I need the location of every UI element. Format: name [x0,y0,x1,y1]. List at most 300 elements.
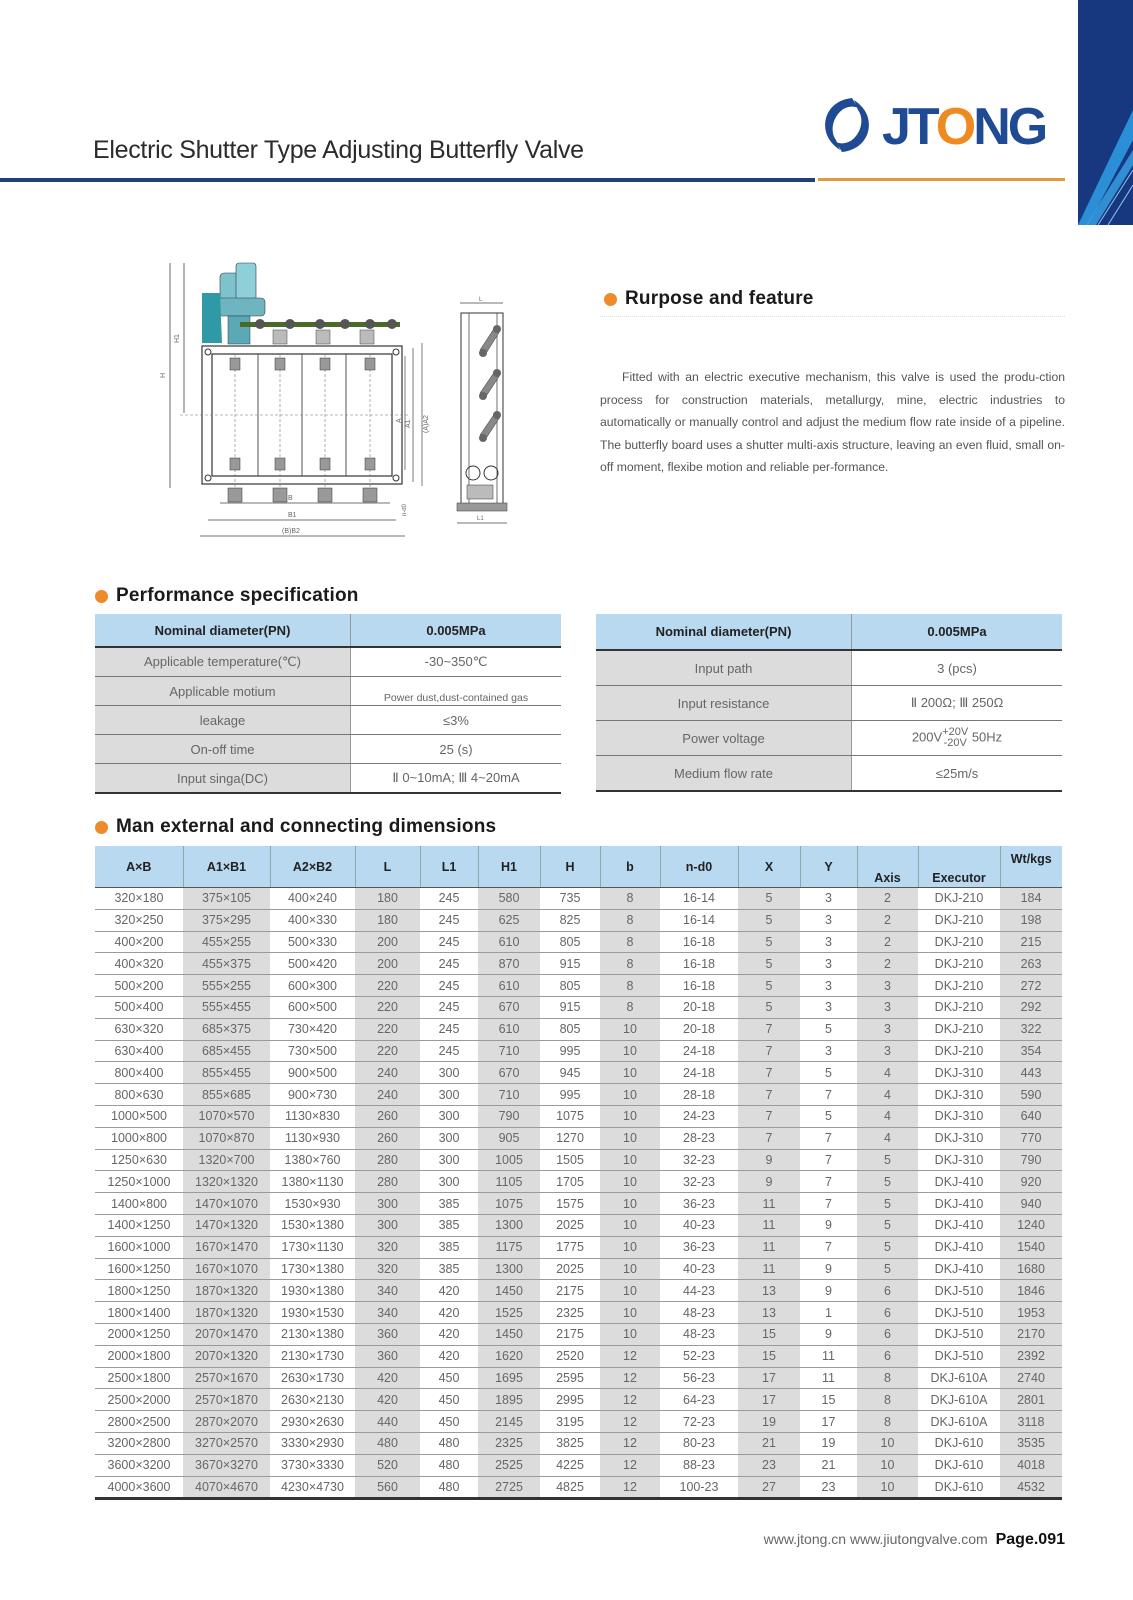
table-cell: 27 [738,1476,800,1499]
table-cell: 1870×1320 [183,1280,270,1302]
svg-text:B1: B1 [288,512,297,519]
table-cell: 240 [355,1062,420,1084]
table-cell: 17 [738,1367,800,1389]
table-cell: 1380×1130 [270,1171,355,1193]
performance-table-left [95,614,561,794]
table-row: Power voltage 200V +20V -20V 50Hz [596,721,1062,756]
table-cell: 3 [857,996,918,1018]
table-cell: 1670×1070 [183,1258,270,1280]
table-cell: 12 [600,1389,660,1411]
table-cell: DKJ-510 [918,1345,1000,1367]
table-cell: 1240 [1000,1214,1062,1236]
table-cell: 385 [420,1236,478,1258]
table-cell: 2725 [478,1476,540,1499]
table-cell: 220 [355,1018,420,1040]
svg-text:(B)B2: (B)B2 [282,528,300,535]
table-cell: 6 [857,1280,918,1302]
table-cell: 400×330 [270,909,355,931]
table-cell: 1000×500 [95,1105,183,1127]
table-cell: 3200×2800 [95,1432,183,1454]
table-cell: 1680 [1000,1258,1062,1280]
col-header: A1×B1 [183,846,270,888]
table-cell: 420 [355,1367,420,1389]
header-rule-orange [818,178,1065,181]
page-number: Page.091 [995,1531,1065,1548]
table-cell: DKJ-510 [918,1280,1000,1302]
table-cell: 1930×1530 [270,1302,355,1324]
col-header: Executor [918,846,1000,888]
table-cell: 72-23 [660,1411,738,1433]
table-cell: 10 [600,1171,660,1193]
table-cell: 180 [355,909,420,931]
table-cell: 455×375 [183,953,270,975]
table-cell: 13 [738,1302,800,1324]
table-row [95,996,1062,1018]
table-cell: 3670×3270 [183,1454,270,1476]
table-cell: 8 [600,909,660,931]
table-cell: 710 [478,1040,540,1062]
table-cell: 5 [857,1236,918,1258]
table-cell: 10 [857,1476,918,1499]
table-cell: 5 [738,909,800,931]
table-cell: 15 [800,1389,857,1411]
table-cell: 48-23 [660,1302,738,1324]
table-cell: 16-14 [660,909,738,931]
table-cell: 825 [540,909,600,931]
table-cell: 600×500 [270,996,355,1018]
table-cell: 300 [420,1127,478,1149]
table-cell: 5 [857,1149,918,1171]
table-cell: 88-23 [660,1454,738,1476]
table-cell: 245 [420,975,478,997]
table-cell: 9 [800,1214,857,1236]
col-header: b [600,846,660,888]
table-cell: 360 [355,1345,420,1367]
table-cell: 5 [738,996,800,1018]
table-cell: 4000×3600 [95,1476,183,1499]
table-cell: 1450 [478,1280,540,1302]
brand-wordmark: JTONG [882,98,1046,156]
table-cell: 500×420 [270,953,355,975]
table-cell: 5 [738,953,800,975]
table-row: Input resistance Ⅱ 200Ω; Ⅲ 250Ω [596,686,1062,721]
table-cell: DKJ-610A [918,1389,1000,1411]
table-cell: 3600×3200 [95,1454,183,1476]
svg-text:A: A [396,418,403,423]
table-cell: 1953 [1000,1302,1062,1324]
table-cell: 800×400 [95,1062,183,1084]
col-header: Axis [857,846,918,888]
table-header-row [95,846,1062,888]
table-cell: 20-18 [660,996,738,1018]
table-cell: DKJ-210 [918,953,1000,975]
table-row [95,1062,1062,1084]
table-cell: 6 [857,1345,918,1367]
table-cell: DKJ-610A [918,1367,1000,1389]
table-cell: 945 [540,1062,600,1084]
table-cell: 245 [420,909,478,931]
table-cell: 710 [478,1084,540,1106]
table-cell: 300 [355,1214,420,1236]
table-cell: 440 [355,1411,420,1433]
table-cell: 385 [420,1258,478,1280]
table-cell: 2170 [1000,1323,1062,1345]
table-cell: 800×630 [95,1084,183,1106]
table-cell: 3330×2930 [270,1432,355,1454]
table-cell: 10 [600,1302,660,1324]
table-cell: 245 [420,996,478,1018]
svg-text:A1: A1 [405,419,412,428]
table-cell: 260 [355,1105,420,1127]
table-cell: 1730×1130 [270,1236,355,1258]
table-cell: 915 [540,953,600,975]
table-cell: DKJ-210 [918,888,1000,910]
table-cell: 44-23 [660,1280,738,1302]
table-cell: 1130×930 [270,1127,355,1149]
table-cell: 1600×1250 [95,1258,183,1280]
table-cell: 3 [800,953,857,975]
table-cell: 17 [738,1389,800,1411]
table-cell: 2520 [540,1345,600,1367]
table-cell: 7 [738,1084,800,1106]
table-cell: 7 [738,1062,800,1084]
table-cell: 240 [355,1084,420,1106]
table-cell: 20-18 [660,1018,738,1040]
table-cell: 1400×800 [95,1193,183,1215]
table-cell: 400×320 [95,953,183,975]
table-cell: 340 [355,1280,420,1302]
table-cell: 8 [600,888,660,910]
table-cell: 8 [857,1367,918,1389]
table-cell: 10 [600,1062,660,1084]
dimensions-heading: Man external and connecting dimensions [95,816,496,838]
table-row [95,975,1062,997]
page-title: Electric Shutter Type Adjusting Butterfly Valve [93,136,584,164]
side-view-drawing [455,295,515,535]
table-cell: 11 [738,1193,800,1215]
table-cell: 4070×4670 [183,1476,270,1499]
table-cell: 245 [420,1018,478,1040]
table-cell: 625 [478,909,540,931]
table-cell: 9 [800,1258,857,1280]
table-cell: 500×400 [95,996,183,1018]
table-cell: 1600×1000 [95,1236,183,1258]
table-cell: 4825 [540,1476,600,1499]
table-cell: DKJ-410 [918,1258,1000,1280]
table-cell: 300 [420,1105,478,1127]
power-voltage-value: 200V +20V -20V 50Hz [852,721,1063,756]
table-cell: 12 [600,1454,660,1476]
table-cell: 300 [420,1149,478,1171]
table-cell: 24-18 [660,1040,738,1062]
table-cell: 2000×1250 [95,1323,183,1345]
table-cell: 52-23 [660,1345,738,1367]
table-cell: 2630×1730 [270,1367,355,1389]
table-row: Applicable temperature(℃) -30~350℃ [95,647,561,677]
table-cell: 9 [738,1149,800,1171]
table-cell: 630×320 [95,1018,183,1040]
bullet-icon [95,590,108,603]
table-cell: 48-23 [660,1323,738,1345]
table-cell: 24-18 [660,1062,738,1084]
table-cell: 322 [1000,1018,1062,1040]
table-cell: 10 [600,1084,660,1106]
table-cell: 455×255 [183,931,270,953]
table-row [95,1345,1062,1367]
table-cell: 10 [600,1149,660,1171]
col-header: Wt/kgs [1000,846,1062,888]
svg-text:n-d0: n-d0 [402,503,408,516]
table-cell: 5 [800,1018,857,1040]
table-cell: 19 [738,1411,800,1433]
table-cell: 450 [420,1367,478,1389]
table-row [95,1171,1062,1193]
table-cell: 2 [857,888,918,910]
table-cell: 730×500 [270,1040,355,1062]
table-cell: 10 [600,1018,660,1040]
table-cell: 1005 [478,1149,540,1171]
table-cell: 600×300 [270,975,355,997]
table-cell: DKJ-310 [918,1149,1000,1171]
col-header: n-d0 [660,846,738,888]
table-cell: 16-18 [660,975,738,997]
table-cell: 3 [800,909,857,931]
table-cell: 10 [600,1040,660,1062]
table-cell: 272 [1000,975,1062,997]
table-cell: 2930×2630 [270,1411,355,1433]
table-cell: 200 [355,953,420,975]
table-cell: 7 [800,1149,857,1171]
table-cell: 2630×2130 [270,1389,355,1411]
col-header: A2×B2 [270,846,355,888]
table-cell: 28-23 [660,1127,738,1149]
table-cell: 40-23 [660,1258,738,1280]
table-cell: 198 [1000,909,1062,931]
table-row [95,1236,1062,1258]
table-cell: 3 [857,1018,918,1040]
table-cell: DKJ-410 [918,1193,1000,1215]
table-row [95,1105,1062,1127]
table-cell: 28-18 [660,1084,738,1106]
table-cell: 4 [857,1105,918,1127]
table-cell: 560 [355,1476,420,1499]
table-cell: 1846 [1000,1280,1062,1302]
table-cell: 2570×1670 [183,1367,270,1389]
table-cell: 1320×1320 [183,1171,270,1193]
front-view-drawing [160,258,430,563]
table-cell: 5 [738,931,800,953]
table-cell: 280 [355,1171,420,1193]
performance-table-right [596,614,1062,792]
table-cell: 23 [800,1476,857,1499]
table-cell: 245 [420,931,478,953]
table-cell: 220 [355,1040,420,1062]
table-cell: 354 [1000,1040,1062,1062]
table-cell: 7 [800,1236,857,1258]
table-cell: 480 [420,1454,478,1476]
table-cell: 1075 [478,1193,540,1215]
table-cell: 1105 [478,1171,540,1193]
table-cell: 16-14 [660,888,738,910]
table-cell: 56-23 [660,1367,738,1389]
table-cell: 450 [420,1411,478,1433]
col-header: A×B [95,846,183,888]
table-row: Medium flow rate ≤25m/s [596,756,1062,792]
table-cell: 610 [478,1018,540,1040]
table-cell: 2025 [540,1214,600,1236]
table-cell: 23 [738,1454,800,1476]
table-cell: 920 [1000,1171,1062,1193]
table-row [95,1389,1062,1411]
table-cell: 385 [420,1193,478,1215]
col-header: H [540,846,600,888]
table-cell: 11 [738,1236,800,1258]
table-cell: 3 [800,975,857,997]
table-cell: 2 [857,953,918,975]
table-cell: 1380×760 [270,1149,355,1171]
table-cell: 320×180 [95,888,183,910]
table-cell: 6 [857,1302,918,1324]
table-cell: 2175 [540,1323,600,1345]
table-cell: 10 [600,1236,660,1258]
table-cell: 24-23 [660,1105,738,1127]
table-cell: 7 [738,1105,800,1127]
table-cell: 1470×1070 [183,1193,270,1215]
table-cell: 15 [738,1345,800,1367]
footer-links: www.jtong.cn www.jiutongvalve.com [763,1531,988,1547]
table-cell: 3 [800,931,857,953]
table-cell: 2175 [540,1280,600,1302]
table-cell: 11 [800,1345,857,1367]
table-cell: 10 [600,1193,660,1215]
table-cell: 10 [600,1105,660,1127]
table-cell: 1 [800,1302,857,1324]
table-cell: 12 [600,1476,660,1499]
table-cell: 1800×1400 [95,1302,183,1324]
table-cell: DKJ-410 [918,1214,1000,1236]
table-cell: 1800×1250 [95,1280,183,1302]
table-cell: 2325 [478,1432,540,1454]
table-cell: 4 [857,1062,918,1084]
table-cell: 7 [800,1127,857,1149]
table-row [95,1411,1062,1433]
table-cell: 5 [738,975,800,997]
table-cell: 10 [857,1432,918,1454]
table-cell: 1000×800 [95,1127,183,1149]
table-cell: 670 [478,1062,540,1084]
table-cell: 7 [738,1127,800,1149]
table-cell: 900×730 [270,1084,355,1106]
table-cell: 770 [1000,1127,1062,1149]
table-cell: 5 [857,1171,918,1193]
table-row [95,1127,1062,1149]
table-cell: 7 [800,1084,857,1106]
table-cell: 5 [857,1214,918,1236]
table-header-row: Nominal diameter(PN) 0.005MPa [596,614,1062,650]
table-cell: 16-18 [660,953,738,975]
table-cell: 555×455 [183,996,270,1018]
table-cell: 443 [1000,1062,1062,1084]
table-cell: DKJ-610A [918,1411,1000,1433]
table-cell: 1525 [478,1302,540,1324]
table-row [95,888,1062,910]
table-cell: 3118 [1000,1411,1062,1433]
table-row [95,1018,1062,1040]
table-row: On-off time 25 (s) [95,735,561,764]
table-cell: 2325 [540,1302,600,1324]
table-cell: 420 [355,1389,420,1411]
table-cell: 1130×830 [270,1105,355,1127]
performance-heading: Performance specification [95,585,359,607]
table-cell: 2500×2000 [95,1389,183,1411]
table-cell: 184 [1000,888,1062,910]
col-header: H1 [478,846,540,888]
table-cell: 1930×1380 [270,1280,355,1302]
table-cell: 320 [355,1236,420,1258]
bullet-icon [604,293,617,306]
corner-decoration [1078,0,1133,225]
table-cell: 245 [420,1040,478,1062]
table-cell: 1620 [478,1345,540,1367]
table-cell: DKJ-210 [918,909,1000,931]
purpose-text: Fitted with an electric executive mechanism, this valve is used the produ-ction process for construction materials, metallurgy, mine, electric industries to automatically or manually control and adjust the medium flow rate inside of a pipeline. The butterfly board uses a shutter multi-axis structure, leaving an even fluid, small on-off moment, flexibe motion and reliable per-formance. [600,370,1065,474]
table-cell: 40-23 [660,1214,738,1236]
table-cell: 7 [738,1018,800,1040]
table-cell: DKJ-410 [918,1236,1000,1258]
table-cell: 450 [420,1389,478,1411]
table-cell: 4532 [1000,1476,1062,1499]
table-row: leakage ≤3% [95,706,561,735]
dimensions-table [95,846,1062,1500]
table-cell: 1300 [478,1214,540,1236]
table-cell: DKJ-610 [918,1476,1000,1499]
table-cell: 1540 [1000,1236,1062,1258]
table-cell: 21 [738,1432,800,1454]
table-cell: 610 [478,975,540,997]
table-cell: 1505 [540,1149,600,1171]
table-cell: 340 [355,1302,420,1324]
table-cell: 900×500 [270,1062,355,1084]
table-cell: 8 [600,953,660,975]
table-cell: 19 [800,1432,857,1454]
table-cell: 4230×4730 [270,1476,355,1499]
table-cell: 610 [478,931,540,953]
table-cell: 10 [857,1454,918,1476]
col-header: X [738,846,800,888]
table-cell: 15 [738,1323,800,1345]
svg-text:L1: L1 [477,516,484,522]
table-row [95,1367,1062,1389]
table-row [95,1323,1062,1345]
table-row: Input path 3 (pcs) [596,650,1062,686]
table-cell: 64-23 [660,1389,738,1411]
table-cell: 940 [1000,1193,1062,1215]
table-cell: 805 [540,931,600,953]
table-cell: 555×255 [183,975,270,997]
table-cell: 245 [420,953,478,975]
table-cell: 1300 [478,1258,540,1280]
table-cell: 2000×1800 [95,1345,183,1367]
table-cell: 320×250 [95,909,183,931]
table-cell: 520 [355,1454,420,1476]
table-cell: DKJ-310 [918,1105,1000,1127]
table-cell: 16-18 [660,931,738,953]
table-cell: 300 [420,1084,478,1106]
table-cell: 5 [857,1193,918,1215]
table-cell: 12 [600,1432,660,1454]
table-cell: 1730×1380 [270,1258,355,1280]
table-cell: 915 [540,996,600,1018]
